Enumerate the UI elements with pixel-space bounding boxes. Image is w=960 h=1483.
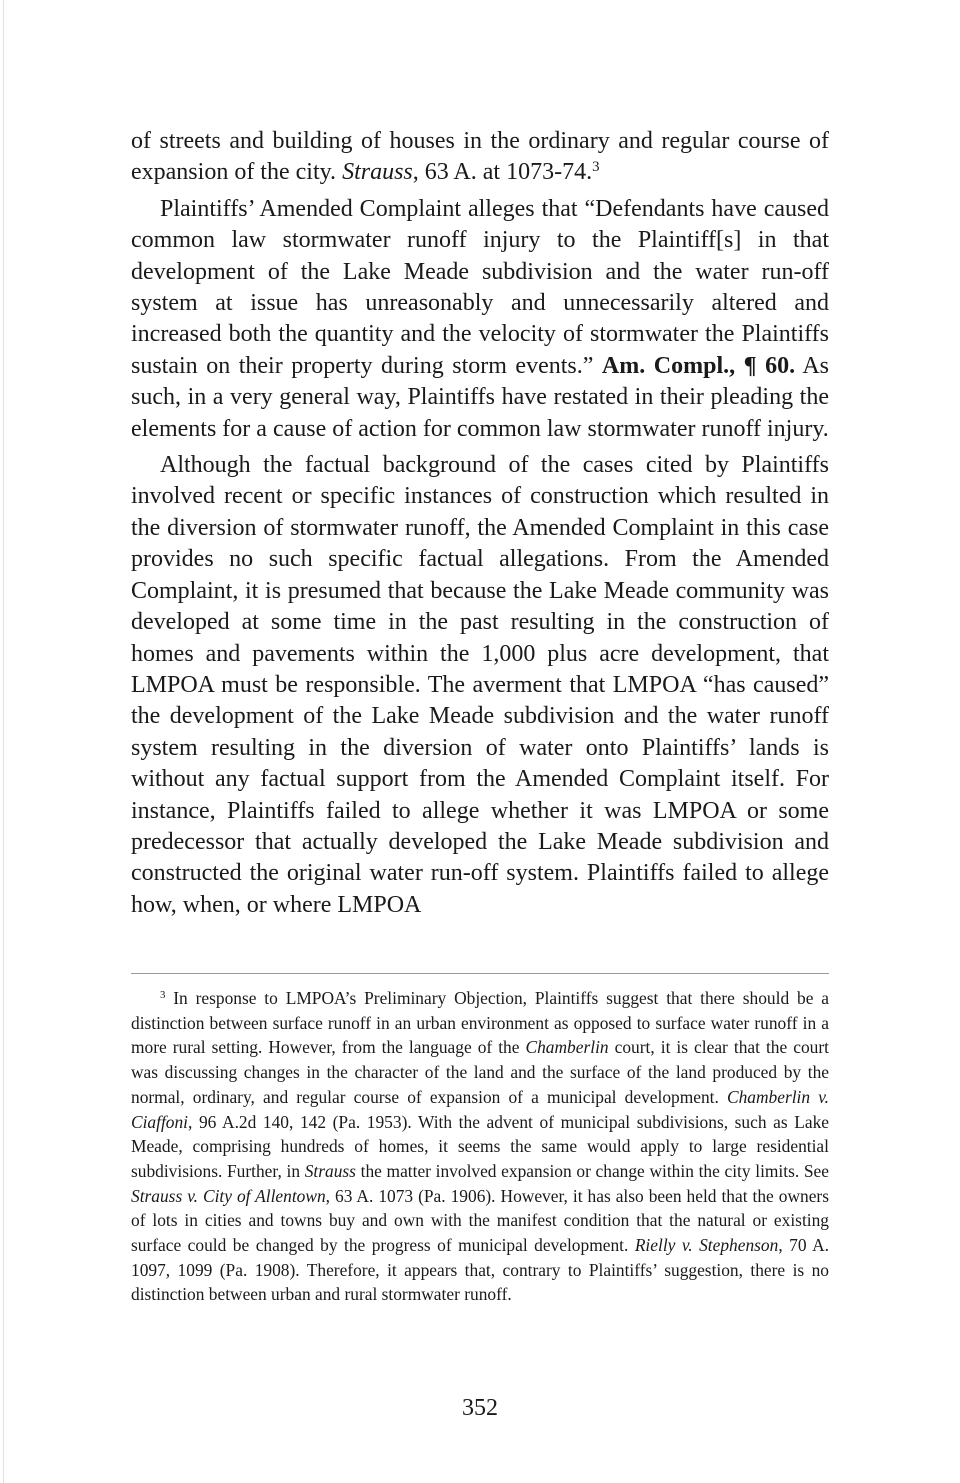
case-name: Chamberlin [525,1037,609,1058]
body-text [131,126,829,921]
paragraph-continuation: of streets and building of houses in the ordinary and regular course of expansion of the city. Strauss, 63 A. at 1073-74.$^3$ [131,128,829,186]
page-edge [3,0,4,1483]
footnote-marker: 3 [160,989,166,1002]
paragraph-complaint-allegation: Plaintiffs’ Amended Complaint alleges that “Defendants have caused common law stormwater runoff injury to the Plaintiff[s] in that development of the Lake Meade subdivision and the water run-off system at issue has unreasonably and unnecessarily altered and increased both the quantity and the velocity of stormwater the Plaintiffs sustain on their property during storm events.” Am. Compl., ¶ 60. As such, in a very general way, Plaintiffs have restated in their pleading the elements for a cause of action for common law stormwater runoff injury. [131,195,829,442]
page-number: 352 [462,1395,498,1421]
paragraph-factual-background: Although the factual background of the cases cited by Plaintiffs involved recent or specific instances of construction which resulted in the diversion of stormwater runoff, the Amended Complaint in this case provides no such specific factual allegations. From the Amended Complaint, it is presumed that because the Lake Meade community was developed at some time in the past resulting in the construction of homes and pavements within the 1,000 plus acre development, that LMPOA must be responsible. The averment that LMPOA “has caused” the development of the Lake Meade subdivision and the water runoff system resulting in the diversion of water onto Plaintiffs’ lands is without any factual support from the Amended Complaint itself. For instance, Plaintiffs failed to allege whether it was LMPOA or some predecessor that actually developed the Lake Meade subdivision and constructed the original water run-off system. Plaintiffs failed to allege how, when, or where LMPOA [131,452,829,918]
case-name: Strauss [304,1160,356,1181]
case-name: Strauss v. City of Allentown [131,1185,326,1206]
footnote: $^3$ In response to LMPOA’s Preliminary Objection, Plaintiffs suggest that there should be a distinction between surface runoff in an urban environment as opposed to surface water runoff in a more rural setting. However, from the language of the Chamberlin court, it is clear that the court was discussing changes in the character of the land and the surface of the land produced by the normal, ordinary, and regular course of expansion of a municipal development. Chamberlin v. Ciaffoni, 96 A.2d 140, 142 (Pa. 1953). With the advent of municipal subdivisions, such as Lake Meade, comprising hundreds of homes, it seems the same would apply to large residential subdivisions. Further, in Strauss the matter involved expansion or change within the city limits. See Strauss v. City of Allentown, 63 A. 1073 (Pa. 1906). However, it has also been held that the owners of lots in cities and towns buy and own with the manifest condition that the natural or existing surface could be changed by the progress of municipal development. Rielly v. Stephenson, 70 A. 1097, 1099 (Pa. 1908). Therefore, it appears that, contrary to Plaintiffs’ suggestion, there is no distinction between urban and rural stormwater runoff. [131,988,829,1305]
case-citation: Strauss [342,159,413,186]
complaint-citation: Am. Compl., ¶ 60. [601,352,796,379]
footnote-divider [131,973,829,974]
case-name: Chamberlin v. Ciaffoni [131,1086,829,1132]
case-name: Rielly v. Stephenson [634,1235,779,1256]
footnote-reference: 3 [592,159,600,176]
